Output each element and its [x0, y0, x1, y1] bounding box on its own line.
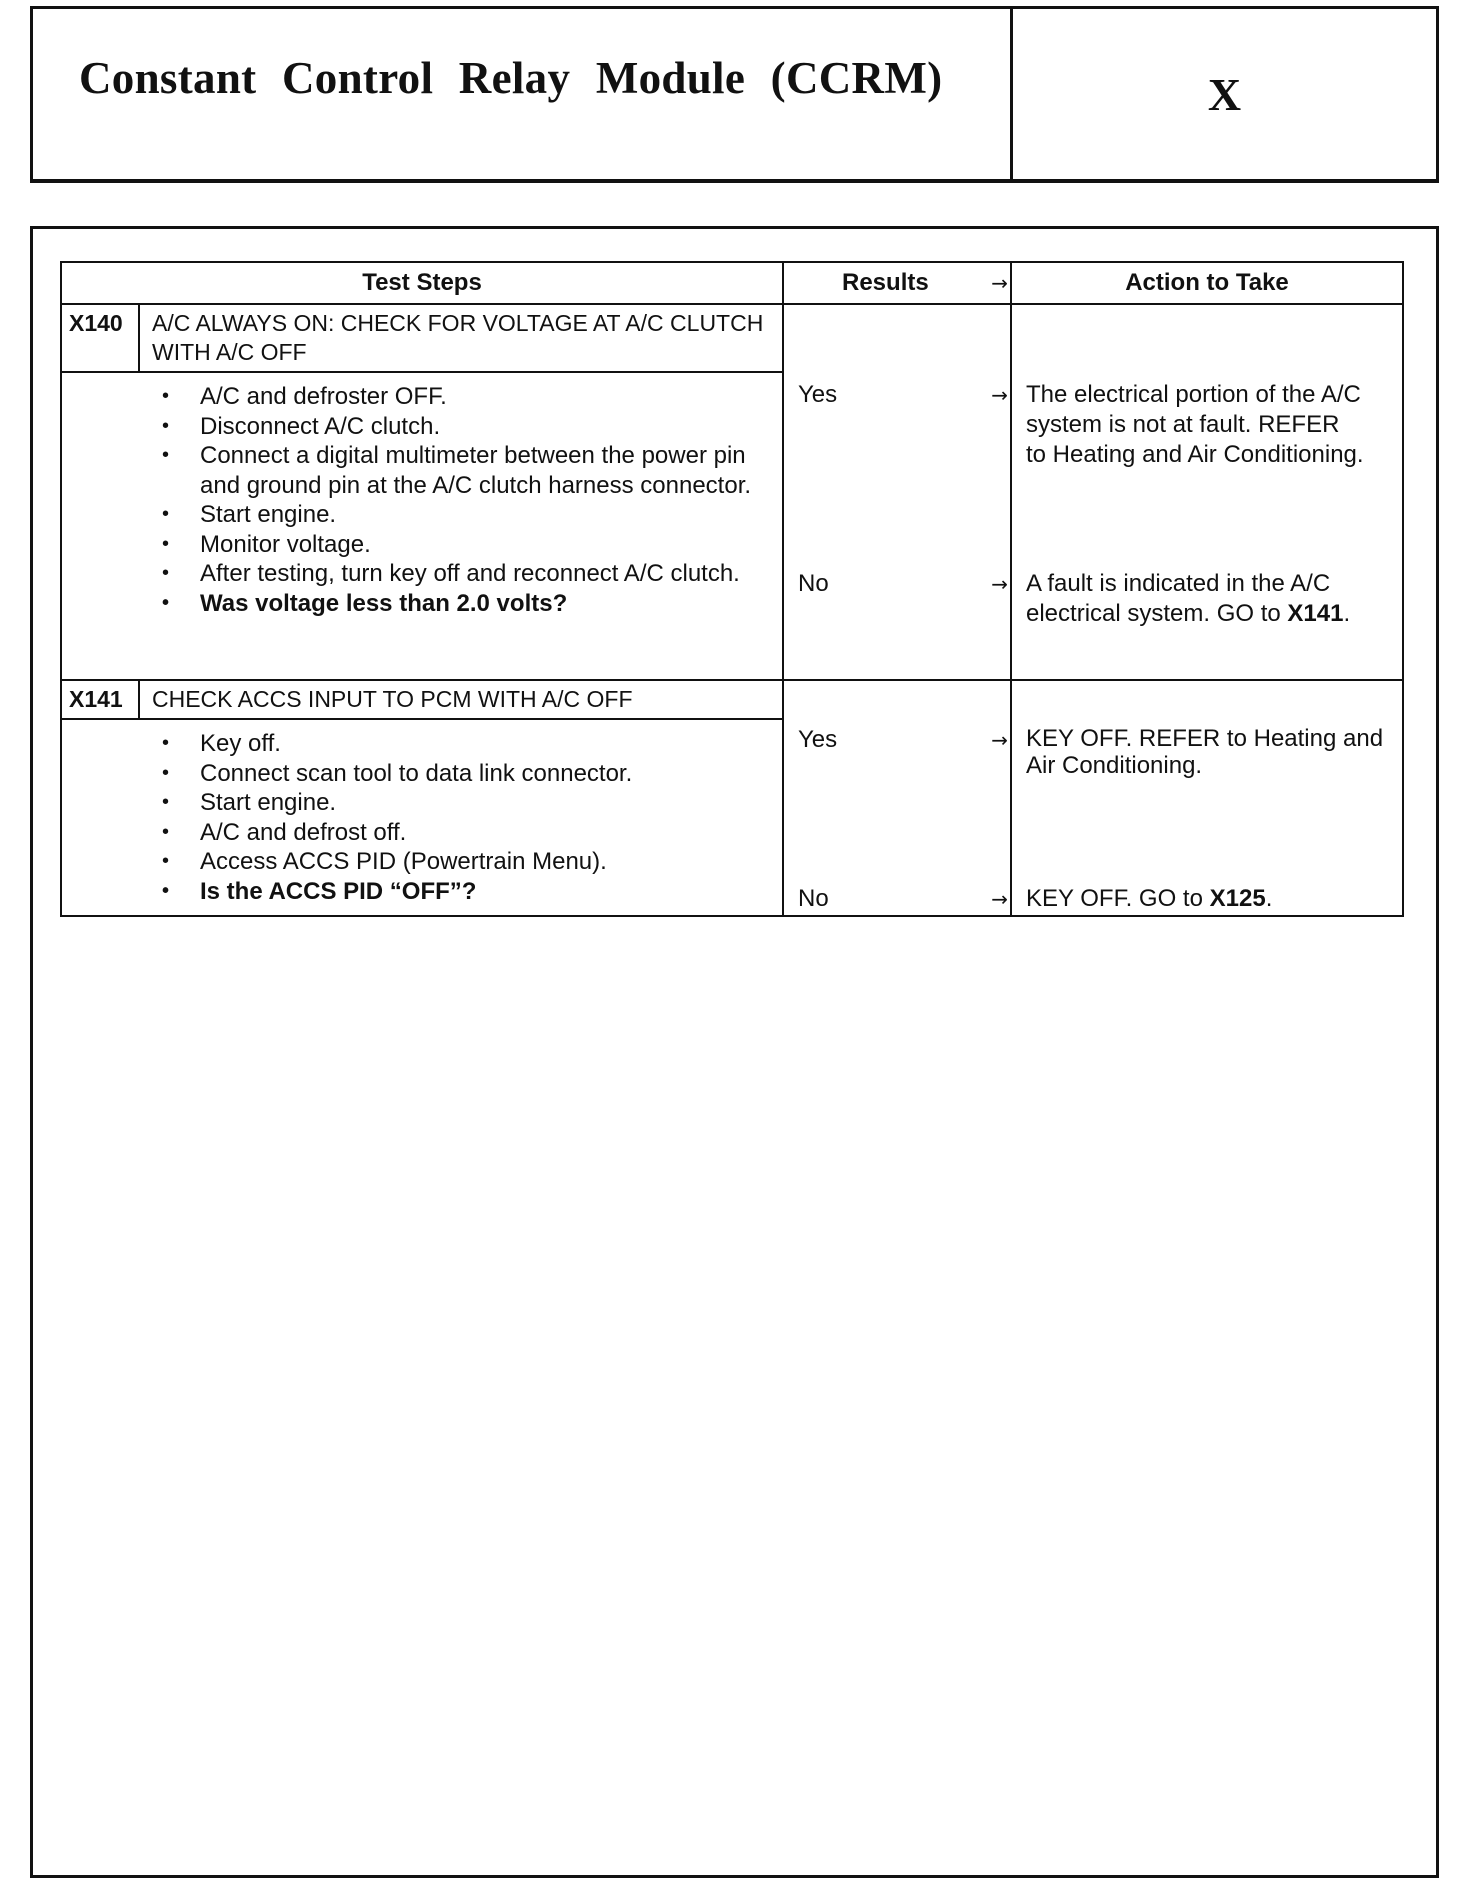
list-item-question: • Was voltage less than 2.0 volts?: [160, 589, 772, 619]
arrow-right-icon: →: [991, 271, 1008, 295]
arrow-right-icon: →: [991, 887, 1008, 911]
action-body: KEY OFF. REFER to Heating and Air Conditioning.: [1026, 725, 1384, 779]
table-row: [61, 304, 1403, 680]
action-suffix: .: [1265, 885, 1273, 912]
results-cell-x140: [783, 304, 1011, 680]
result-label: No: [798, 570, 829, 597]
list-item: • Disconnect A/C clutch.: [160, 412, 772, 442]
list-item: • Start engine.: [160, 788, 772, 818]
action-cell-x140: [1011, 304, 1403, 680]
column-header-test-steps: Test Steps: [61, 262, 783, 304]
action-body: The electrical portion of the A/C system is not at fault. REFER to Heating and Air Conditioning.: [1026, 381, 1364, 468]
result-no: [798, 884, 1010, 914]
result-label: Yes: [798, 726, 838, 753]
column-header-results-label: Results: [842, 269, 929, 296]
result-no: [798, 569, 1010, 599]
table-header-row: [61, 262, 1403, 304]
step-title: A/C ALWAYS ON: CHECK FOR VOLTAGE AT A/C CLUTCH WITH A/C OFF: [152, 310, 764, 365]
arrow-right-icon: →: [991, 383, 1008, 407]
action-text: [1026, 725, 1396, 779]
action-text: [1026, 569, 1400, 629]
step-list-x141: [62, 720, 782, 908]
list-item: • A/C and defroster OFF.: [160, 382, 772, 412]
steps-cell-x141: [61, 680, 783, 916]
arrow-right-icon: →: [991, 728, 1008, 752]
step-id: X141: [62, 681, 140, 718]
column-header-action: Action to Take: [1011, 262, 1403, 304]
action-body: A fault is indicated in the A/C electrical system. GO to: [1026, 570, 1331, 627]
list-item: • Access ACCS PID (Powertrain Menu).: [160, 847, 772, 877]
result-label: No: [798, 885, 829, 912]
action-suffix: .: [1343, 600, 1351, 627]
section-letter: X: [1207, 68, 1242, 120]
list-item: • Connect scan tool to data link connector.: [160, 759, 772, 789]
action-cell-x141: [1011, 680, 1403, 916]
action-text: [1026, 884, 1396, 914]
page-header: [30, 6, 1439, 183]
list-item: • A/C and defrost off.: [160, 818, 772, 848]
arrow-right-icon: →: [991, 572, 1008, 596]
list-item: • Start engine.: [160, 500, 772, 530]
list-item: • Connect a digital multimeter between the power pin and ground pin at the A/C clutch harness connector.: [160, 441, 772, 500]
step-reference: X141: [1287, 600, 1344, 627]
column-header-results: [783, 262, 1011, 304]
action-text: [1026, 380, 1366, 470]
list-item-question: • Is the ACCS PID “OFF”?: [160, 877, 772, 907]
table-row: [61, 680, 1403, 916]
result-label: Yes: [798, 381, 838, 408]
result-yes: [798, 380, 1010, 410]
page-title: Constant Control Relay Module (CCRM): [79, 53, 943, 103]
result-yes: [798, 725, 1010, 755]
step-reference: X125: [1209, 885, 1266, 912]
test-steps-table: [60, 261, 1404, 917]
list-item: • Monitor voltage.: [160, 530, 772, 560]
results-cell-x141: [783, 680, 1011, 916]
list-item: • After testing, turn key off and reconnect A/C clutch.: [160, 559, 772, 589]
list-item: • Key off.: [160, 729, 772, 759]
step-list-x140: [62, 373, 782, 620]
steps-cell-x140: [61, 304, 783, 680]
step-title: CHECK ACCS INPUT TO PCM WITH A/C OFF: [152, 686, 633, 712]
step-id: X140: [62, 305, 140, 371]
step-header-x140: [62, 305, 782, 373]
action-body: KEY OFF. GO to: [1026, 885, 1203, 912]
step-header-x141: [62, 681, 782, 720]
